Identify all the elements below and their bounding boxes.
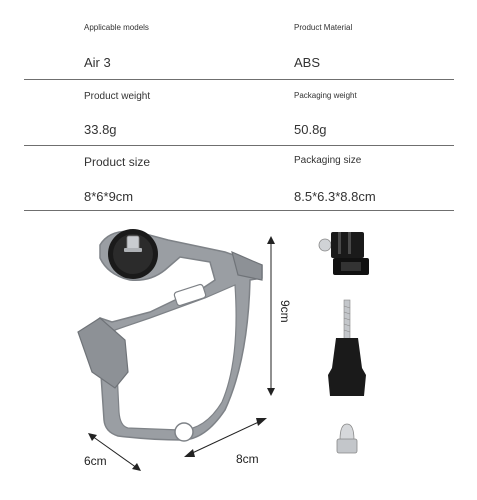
screw-head xyxy=(328,338,366,396)
spec-label: Packaging size xyxy=(294,155,362,166)
spec-cell-product-weight xyxy=(84,80,289,146)
bracket-hole xyxy=(175,423,193,441)
spec-label: Applicable models xyxy=(84,23,149,32)
spec-value: 8.5*6.3*8.8cm xyxy=(294,189,376,204)
spec-cell-applicable-models xyxy=(84,13,289,79)
width-arrow-right xyxy=(256,418,267,426)
spec-cell-product-size xyxy=(84,146,289,212)
adapter-head xyxy=(331,232,364,258)
spec-row-3 xyxy=(24,145,454,212)
depth-label: 6cm xyxy=(84,454,107,468)
spec-cell-packaging-size xyxy=(294,146,477,212)
gopro-adapter-icon xyxy=(319,232,369,275)
spec-label: Packaging weight xyxy=(294,91,357,100)
mount-screw-base xyxy=(124,248,142,252)
nut-hex xyxy=(337,439,357,453)
spec-cell-packaging-weight xyxy=(294,80,477,146)
mount-screw xyxy=(127,236,139,250)
height-arrow-top xyxy=(267,236,275,244)
spec-value: 33.8g xyxy=(84,122,117,137)
adapter-slot-2 xyxy=(348,232,351,254)
height-arrow-bottom xyxy=(267,388,275,396)
nut-dome xyxy=(340,424,354,440)
thumb-screw-icon xyxy=(328,300,366,396)
spec-value: 8*6*9cm xyxy=(84,189,134,204)
spec-cell-product-material xyxy=(294,13,477,79)
depth-arrow-end xyxy=(132,463,141,471)
spec-label: Product Material xyxy=(294,23,353,32)
adapter-slot-1 xyxy=(338,232,341,254)
acorn-nut-icon xyxy=(337,424,357,453)
spec-label: Product size xyxy=(84,155,151,169)
spec-value: 50.8g xyxy=(294,122,327,137)
spec-row-2 xyxy=(24,79,454,146)
width-label: 8cm xyxy=(236,452,259,466)
depth-arrow-start xyxy=(88,433,97,441)
spec-label: Product weight xyxy=(84,91,151,102)
height-label: 9cm xyxy=(278,300,292,323)
width-arrow-left xyxy=(184,449,195,457)
spec-row-1 xyxy=(24,13,454,79)
spec-value: Air 3 xyxy=(84,55,111,70)
spec-bottom-rule xyxy=(24,210,454,211)
product-illustration xyxy=(0,212,477,500)
adapter-base-groove xyxy=(341,262,361,271)
height-dimension xyxy=(267,236,292,396)
camera-mount-icon xyxy=(78,229,262,441)
adapter-knob xyxy=(319,239,331,251)
spec-value: ABS xyxy=(294,55,321,70)
depth-dimension xyxy=(84,433,141,471)
